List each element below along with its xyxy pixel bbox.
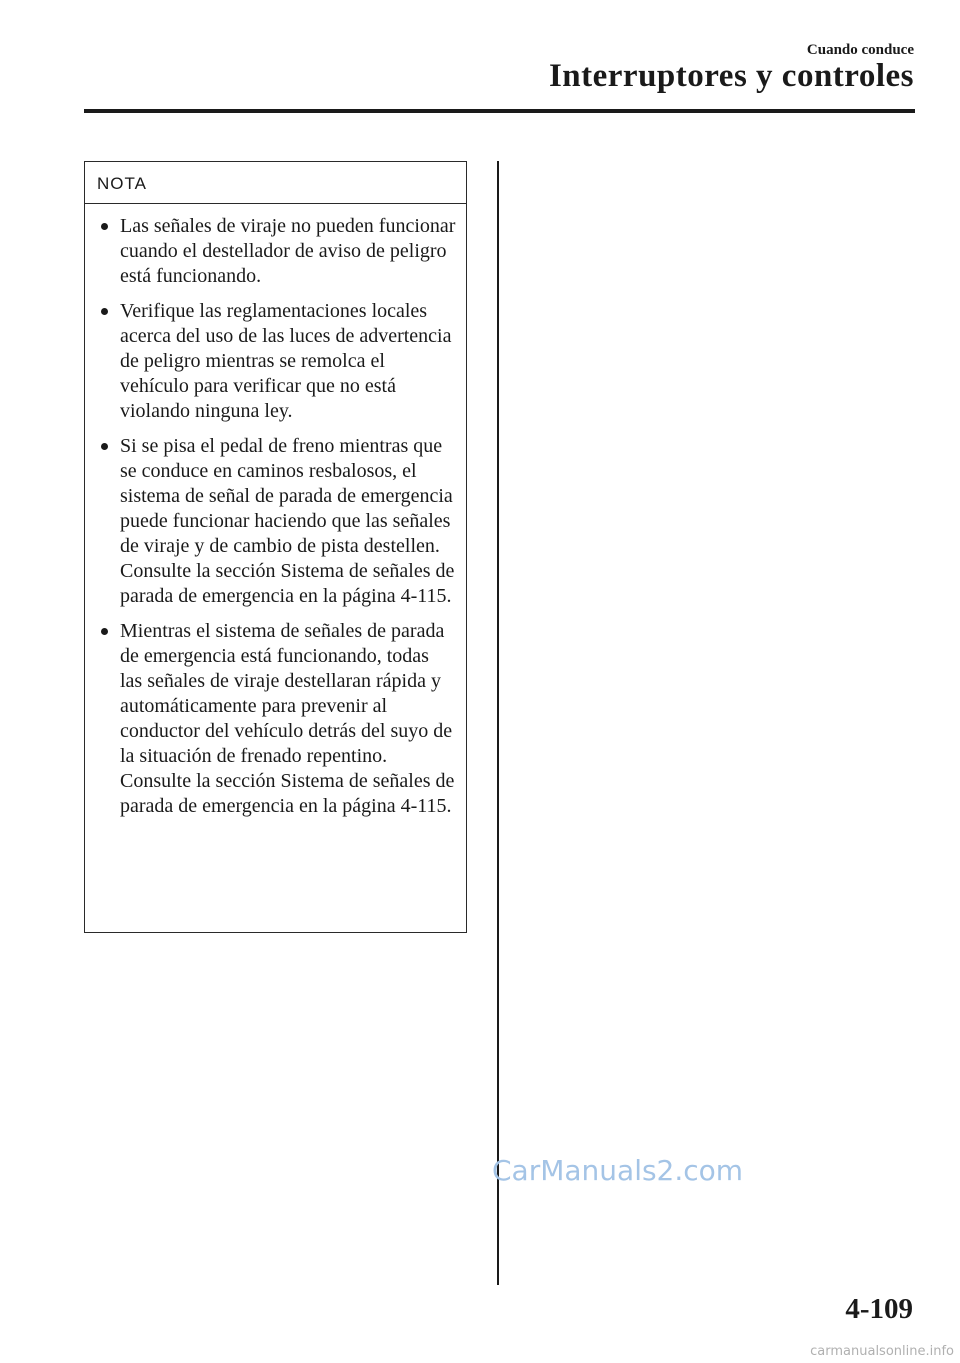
bullet-icon (101, 443, 108, 450)
bullet-icon (101, 223, 108, 230)
section-label: Cuando conduce (806, 42, 914, 58)
footer-watermark: carmanualsonline.info (810, 1344, 954, 1359)
watermark-logo: CarManuals2.com (492, 1154, 744, 1187)
header-divider (84, 109, 915, 113)
note-item (99, 299, 456, 424)
bullet-icon (101, 308, 108, 315)
note-list (85, 204, 466, 819)
column-divider (497, 161, 499, 1285)
bullet-icon (101, 628, 108, 635)
note-item (99, 214, 456, 289)
note-item (99, 619, 456, 819)
page-title: Interruptores y controles (548, 58, 914, 94)
note-heading: NOTA (85, 162, 466, 204)
page-number: 4-109 (845, 1293, 913, 1325)
note-item-text: Si se pisa el pedal de freno mientras que se conduce en caminos resbalosos, el sistema de señal de parada de emergencia puede funcionar haciendo que las señales de viraje y de cambio de pista destellen. Consulte la sección Sistema de señales de parada de emergencia en la página 4-115. (120, 435, 455, 607)
note-item-text: Mientras el sistema de señales de parada de emergencia está funcionando, todas las señales de viraje destellaran rápida y automáticamente para prevenir al conductor del vehículo detrás del suyo de la situación de frenado repentino. Consulte la sección Sistema de señales de parada de emergencia en la página 4-115. (120, 620, 455, 817)
note-item-text: Las señales de viraje no pueden funcionar cuando el destellador de aviso de peligro está funcionando. (120, 215, 456, 287)
note-item-text: Verifique las reglamentaciones locales acerca del uso de las luces de advertencia de peligro mientras se remolca el vehículo para verificar que no está violando ninguna ley. (120, 300, 452, 422)
note-item (99, 434, 456, 609)
note-box (84, 161, 467, 933)
